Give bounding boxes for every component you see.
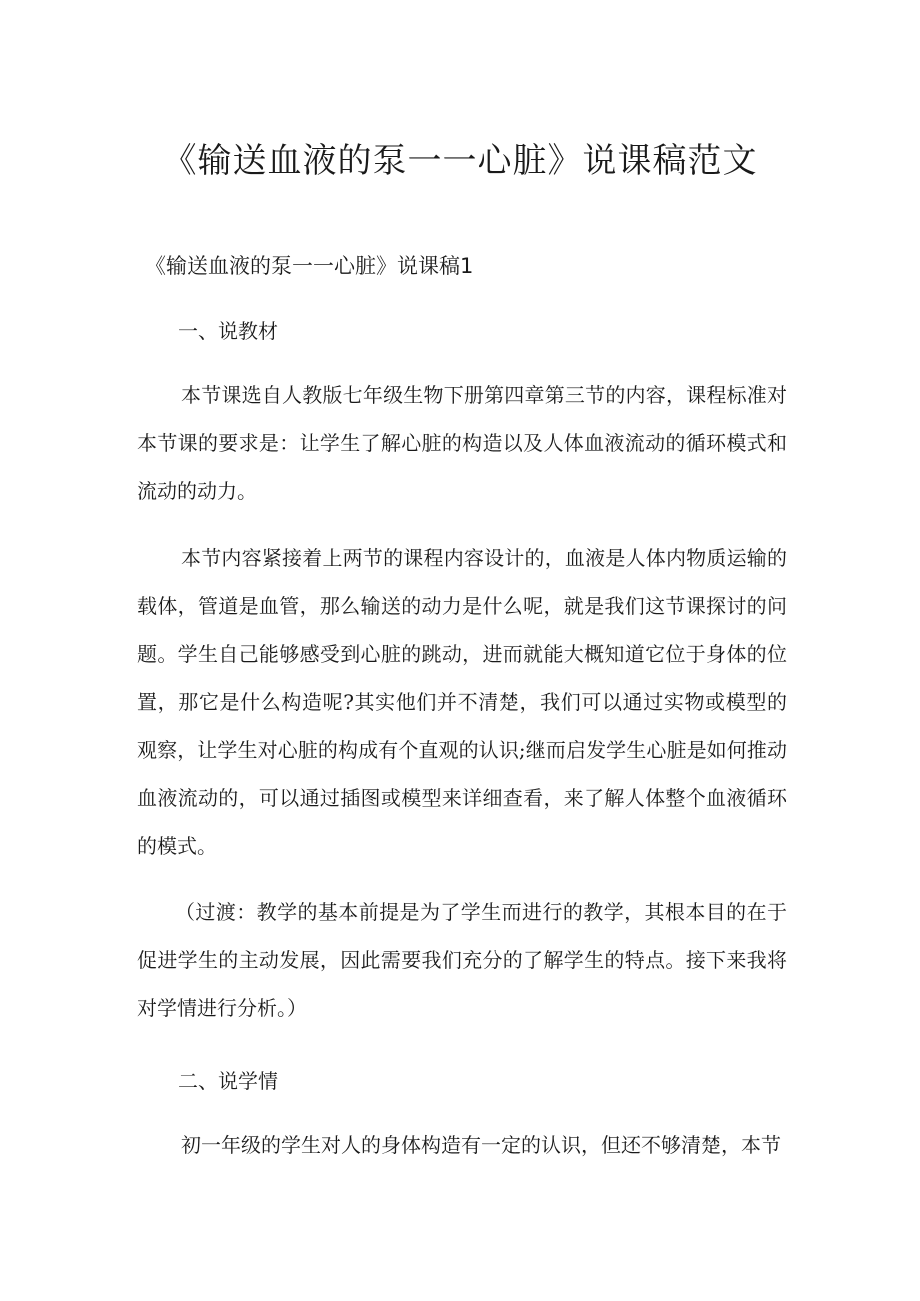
document-subtitle: 《输送血液的泵一一心脏》说课稿1 (145, 254, 474, 278)
paragraph: 初一年级的学生对人的身体构造有一定的认识，但还不够清楚，本节 (181, 1133, 781, 1157)
section-heading-student-analysis: 二、说学情 (178, 1069, 278, 1093)
document-title: 《输送血液的泵一一心脏》说课稿范文 (162, 141, 758, 181)
paragraph: 本节课选自人教版七年级生物下册第四章第三节的内容，课程标准对本节课的要求是：让学生了解心脏的构造以及人体血液流动的循环模式和流动的动力。 (137, 383, 787, 503)
paragraph-transition: （过渡：教学的基本前提是为了学生而进行的教学，其根本目的在于促进学生的主动发展，因此需要我们充分的了解学生的特点。接下来我将对学情进行分析。） (137, 900, 787, 1020)
section-heading-teaching-material: 一、说教材 (178, 319, 278, 343)
paragraph: 本节内容紧接着上两节的课程内容设计的，血液是人体内物质运输的载体，管道是血管，那么输送的动力是什么呢，就是我们这节课探讨的问题。学生自己能够感受到心脏的跳动，进而就能大概知道它位于身体的位置，那它是什么构造呢?其实他们并不清楚，我们可以通过实物或模型的观察，让学生对心脏的构成有个直观的认识;继而启发学生心脏是如何推动血液流动的，可以通过插图或模型来详细查看，来了解人体整个血液循环的模式。 (137, 546, 787, 858)
